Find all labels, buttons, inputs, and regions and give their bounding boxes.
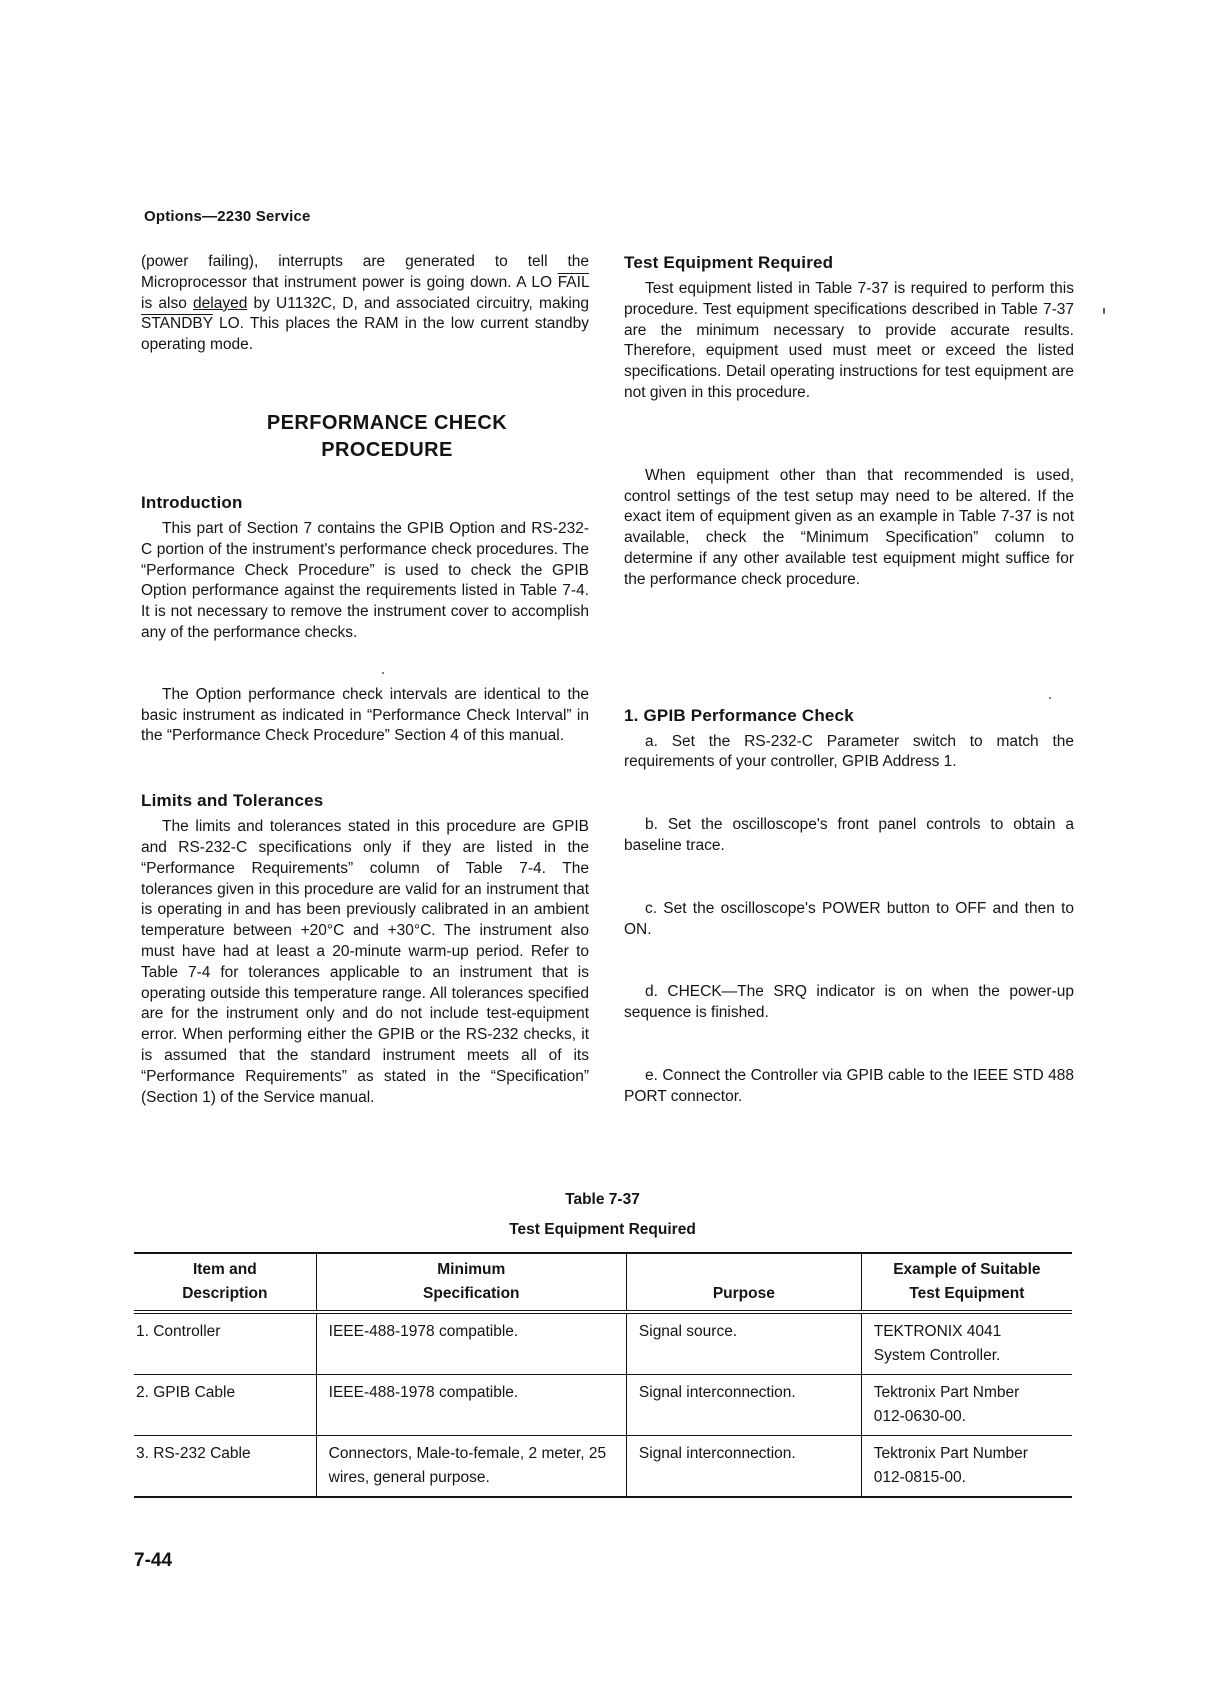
cell-item: 1. Controller (134, 1312, 316, 1375)
cell-purpose: Signal interconnection. (626, 1436, 861, 1498)
table-row (134, 1436, 1072, 1498)
cell-spec: Connectors, Male-to-female, 2 meter, 25 wires, general purpose. (316, 1436, 626, 1498)
cell-example: Tektronix Part Nmber 012-0630-00. (861, 1375, 1072, 1436)
step-e: e. Connect the Controller via GPIB cable to the IEEE STD 488 PORT connector. (624, 1066, 1074, 1105)
standby-signal: STANDBY (141, 315, 213, 333)
cell-example: Tektronix Part Number 012-0815-00. (861, 1436, 1072, 1498)
test-equipment-paragraph: Test equipment listed in Table 7-37 is required to perform this procedure. Test equipment specifications described in Table 7-37 are the minimum necessary to provide accurate results. Therefore, equipment used must meet or exceed the listed specifications. Detail operating instructions for test equipment are not given in this procedure. (624, 280, 1074, 401)
scan-speck (1049, 697, 1051, 699)
page-number: 7-44 (134, 1550, 173, 1571)
alternate-equipment-paragraph: When equipment other than that recommended is used, control settings of the test setup may need to be altered. If the exact item of equipment given as an example in Table 7-37 is not available, check the “Minimum Specification” column to determine if any other available test equipment might suffice for the performance check procedure. (624, 466, 1074, 588)
test-equipment-heading: Test Equipment Required (624, 253, 834, 272)
table-row (134, 1312, 1072, 1375)
continued-paragraph: (power failing), interrupts are generated to tell the Microprocessor that instrument power is going down. A LO FAIL is also delayed by U1132C, D, and associated circuitry, making STANDBY LO. This places the RAM in the low current standby operating mode. (141, 253, 589, 354)
table-number: Table 7-37 (565, 1191, 640, 1208)
cell-spec: IEEE-488-1978 compatible. (316, 1312, 626, 1375)
cell-purpose: Signal interconnection. (626, 1375, 861, 1436)
limits-heading: Limits and Tolerances (141, 791, 324, 811)
table-title: Test Equipment Required (509, 1221, 696, 1238)
step-c: c. Set the oscilloscope's POWER button to OFF and then to ON. (624, 899, 1074, 938)
interval-paragraph: The Option performance check intervals are identical to the basic instrument as indicated in “Performance Check Interval” in the “Performance Check Procedure” Section 4 of this manual. (141, 685, 589, 745)
running-head: Options—2230 Service (144, 208, 311, 225)
lo-fail-signal: FAIL (557, 273, 589, 291)
step-d: d. CHECK—The SRQ indicator is on when the power-up sequence is finished. (624, 983, 1074, 1022)
header-purpose: Purpose (626, 1253, 861, 1312)
cell-item: 2. GPIB Cable (134, 1375, 316, 1436)
cell-item: 3. RS-232 Cable (134, 1436, 316, 1498)
introduction-paragraph: This part of Section 7 contains the GPIB Option and RS-232-C portion of the instrument's performance check procedures. The “Performance Check Procedure” is used to check the GPIB Option performance against the requirements listed in Table 7-4. It is not necessary to remove the instrument cover to accomplish any of the performance checks. (141, 519, 589, 641)
header-example-equipment: Example of Suitable Test Equipment (861, 1253, 1072, 1312)
step-b: b. Set the oscilloscope's front panel controls to obtain a baseline trace. (624, 816, 1074, 854)
table-row (134, 1375, 1072, 1436)
left-column (141, 252, 589, 1108)
introduction-heading: Introduction (141, 492, 243, 512)
section-title: PERFORMANCE CHECK PROCEDURE (266, 411, 508, 461)
gpib-check-heading: 1. GPIB Performance Check (624, 705, 854, 725)
table-header-row (134, 1253, 1072, 1312)
cell-example: TEKTRONIX 4041 System Controller. (861, 1312, 1072, 1375)
step-a: a. Set the RS-232-C Parameter switch to match the requirements of your controller, GPIB Address 1. (624, 732, 1074, 771)
scan-speck (382, 672, 384, 674)
scan-speck (1103, 308, 1105, 314)
cell-spec: IEEE-488-1978 compatible. (316, 1375, 626, 1436)
cell-purpose: Signal source. (626, 1312, 861, 1375)
right-column (624, 252, 1074, 1108)
test-equipment-table (134, 1252, 1072, 1498)
limits-paragraph: The limits and tolerances stated in this procedure are GPIB and RS-232-C specifications only if they are listed in the “Performance Requirements” column of Table 7-4. The tolerances given in this procedure are valid for an instrument that is operating in and has been previously calibrated in an ambient temperature between +20°C and +30°C. The instrument also must have had at least a 20-minute warm-up period. Refer to Table 7-4 for tolerances applicable to an instrument that is operating outside this temperature range. All tolerances specified are for the instrument only and do not include test-equipment error. When performing either the GPIB or the RS-232 checks, it is assumed that the standard instrument meets all of its “Performance Requirements” as stated in the “Specification” (Section 1) of the Service manual. (141, 818, 589, 1106)
header-minimum-specification: Minimum Specification (316, 1253, 626, 1312)
header-item-description: Item and Description (134, 1253, 316, 1312)
